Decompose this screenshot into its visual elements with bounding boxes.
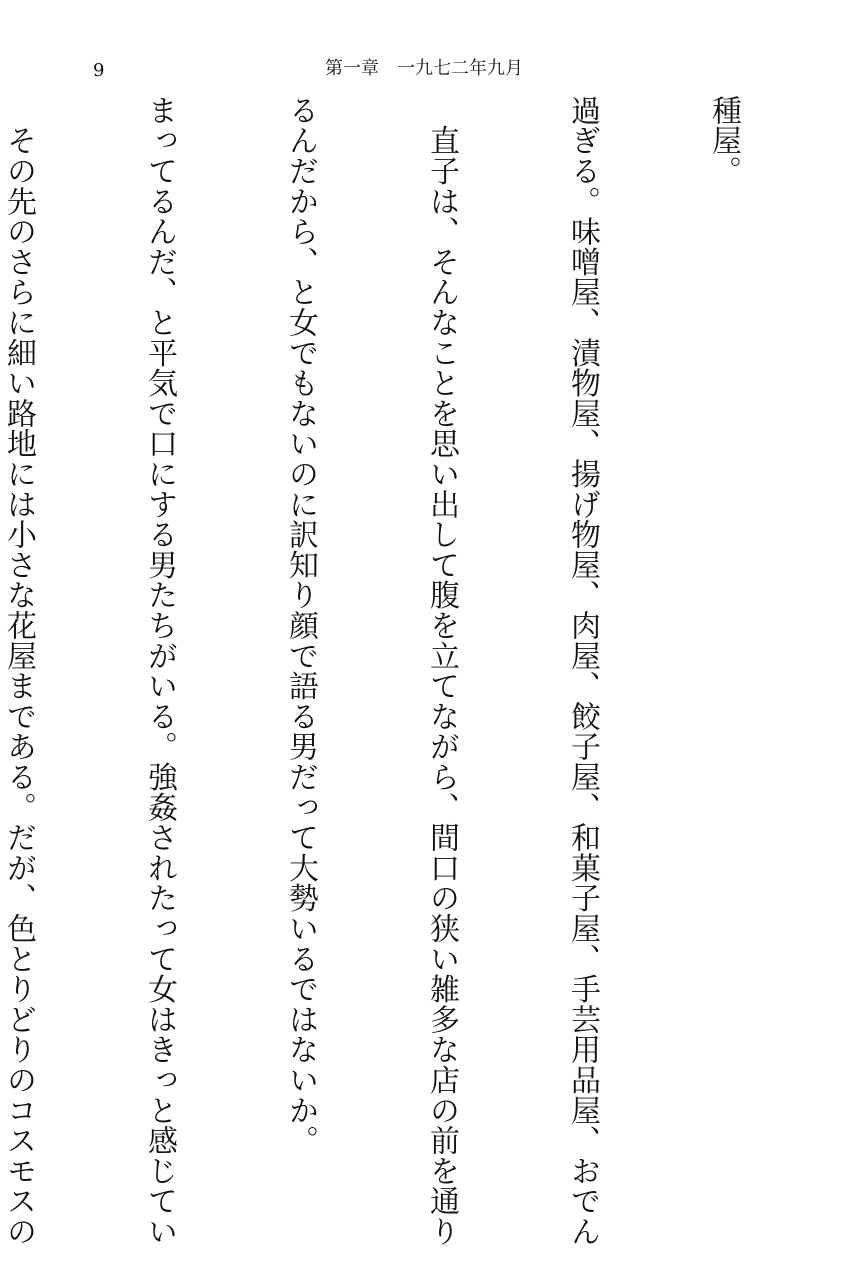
text-line: 過ぎる。味噌屋、漬物屋、揚げ物屋、肉屋、餃子屋、和菓子屋、手芸用品屋、おでん: [565, 95, 600, 1247]
vertical-text-body: [0, 95, 841, 1247]
text-line: 種屋。: [706, 95, 741, 186]
text-line: るんだから、と女でもないのに訳知り顔で語る男だって大勢いるではないか。: [283, 95, 318, 1156]
text-line: まってるんだ、と平気で口にする男たちがいる。強姦されたって女はきっと感じてい: [142, 95, 177, 1247]
text-line: その先のさらに細い路地には小さな花屋まである。だが、色とりどりのコスモスの: [1, 95, 36, 1247]
running-head: 第一章 一九七二年九月: [325, 58, 523, 79]
page-number: 9: [93, 60, 105, 81]
text-line: 直子は、そんなことを思い出して腹を立てながら、間口の狭い雑多な店の前を通り: [424, 95, 459, 1247]
